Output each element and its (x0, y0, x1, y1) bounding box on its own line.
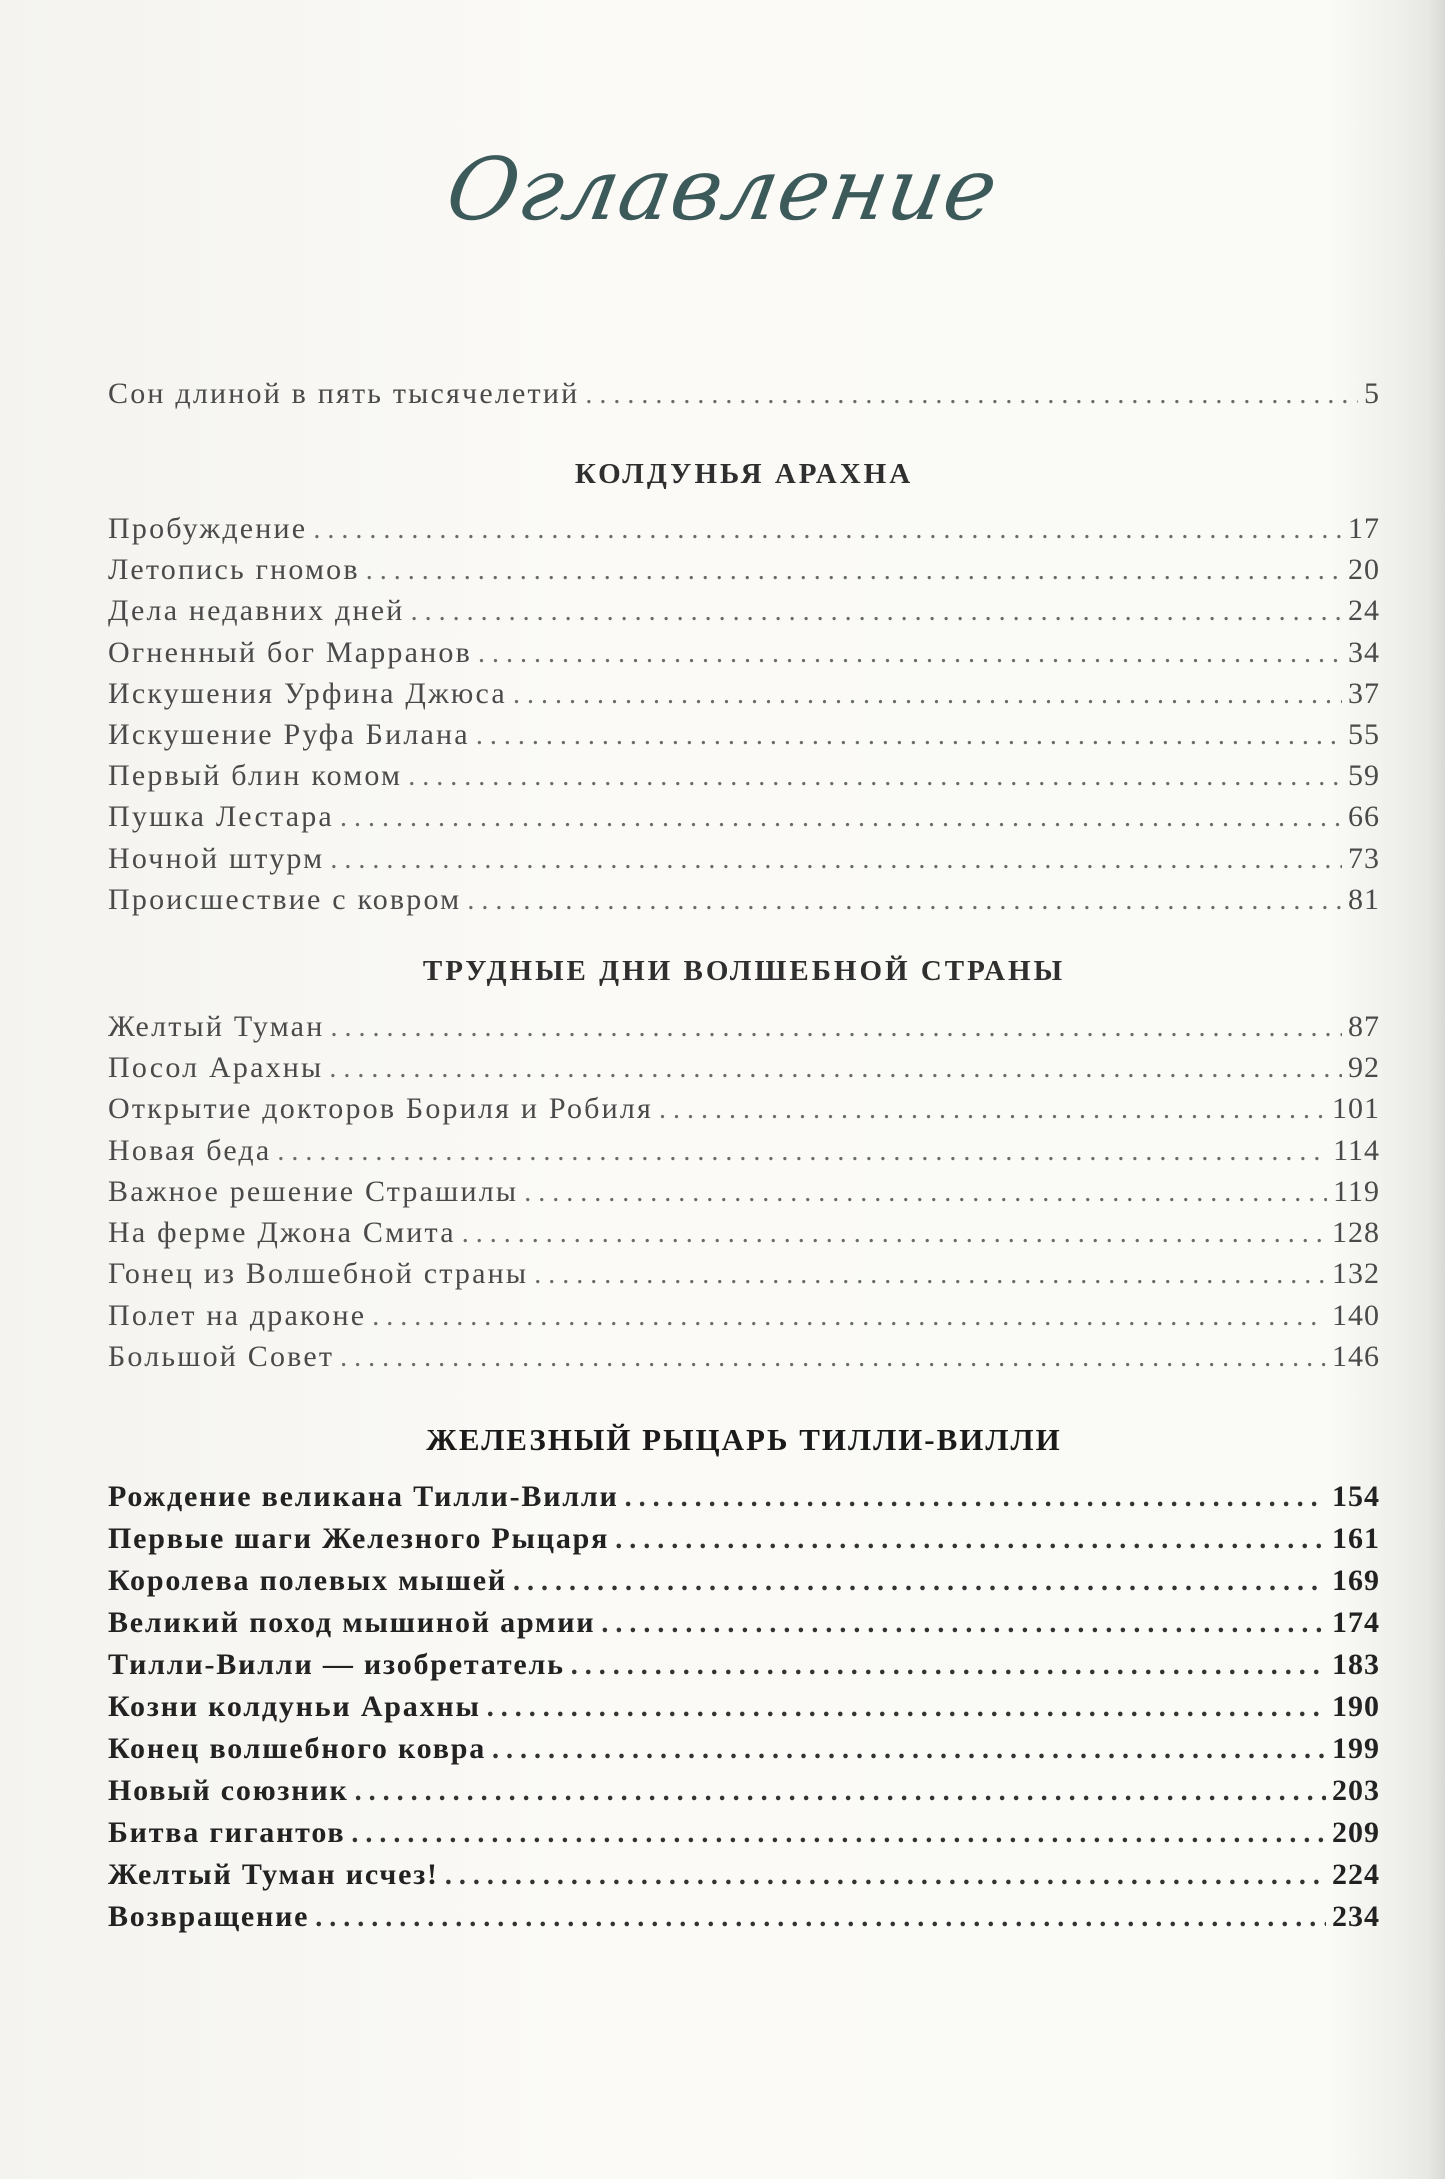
toc-entry-title: Гонец из Волшебной страны (108, 1257, 529, 1290)
toc-entry-page: 199 (1332, 1732, 1380, 1765)
toc-entry-title: Козни колдуньи Арахны (108, 1690, 481, 1723)
toc-entry (108, 594, 1380, 634)
toc-leader-dots (313, 512, 1342, 546)
toc-entry-page: 17 (1348, 512, 1380, 545)
toc-leader-dots (625, 1480, 1326, 1514)
toc-entry-page: 209 (1332, 1816, 1380, 1849)
toc-entry (108, 1010, 1380, 1050)
toc-entry (108, 1175, 1380, 1215)
toc-entry (108, 1340, 1380, 1380)
toc-entry-page: 183 (1332, 1648, 1380, 1681)
toc-leader-dots (659, 1092, 1326, 1126)
toc-entry-title: Тилли-Вилли — изобретатель (108, 1648, 565, 1681)
toc-entry-title: Искушение Руфа Билана (108, 718, 470, 751)
toc-entry (108, 1900, 1380, 1940)
toc-entry-title: Новая беда (108, 1134, 272, 1167)
toc-entry-title: Происшествие с ковром (108, 883, 462, 916)
toc-entry-title: Битва гигантов (108, 1816, 346, 1849)
toc-entry (108, 1299, 1380, 1339)
toc-leader-dots (615, 1522, 1326, 1556)
toc-leader-dots (340, 1340, 1326, 1374)
toc-entry-title: Полет на драконе (108, 1299, 367, 1332)
toc-entry (108, 636, 1380, 676)
toc-entry (108, 800, 1380, 840)
toc-entry-title: На ферме Джона Смита (108, 1216, 456, 1249)
toc-entry-page: 203 (1332, 1774, 1380, 1807)
toc-entry (108, 842, 1380, 882)
toc-entry-title: Желтый Туман исчез! (108, 1858, 439, 1891)
toc-entry-title: Сон длиной в пять тысячелетий (108, 377, 580, 410)
toc-entry-page: 24 (1348, 594, 1380, 627)
toc-entry-title: Королева полевых мышей (108, 1564, 507, 1597)
toc-entry-title: Искушения Урфина Джюса (108, 677, 507, 710)
toc-entry-page: 128 (1332, 1216, 1380, 1249)
toc-entry-page: 73 (1348, 842, 1380, 875)
toc-entry-page: 114 (1333, 1134, 1380, 1167)
section-heading: ТРУДНЫЕ ДНИ ВОЛШЕБНОЙ СТРАНЫ (422, 955, 1066, 987)
toc-leader-dots (355, 1774, 1326, 1808)
toc-entry-page: 5 (1364, 377, 1380, 410)
toc-entry-page: 87 (1348, 1010, 1380, 1043)
toc-leader-dots (601, 1606, 1326, 1640)
toc-leader-dots (585, 377, 1358, 411)
toc-leader-dots (487, 1690, 1326, 1724)
toc-entry (108, 1564, 1380, 1604)
toc-leader-dots (408, 759, 1342, 793)
toc-entry-page: 132 (1332, 1257, 1380, 1290)
toc-entry-title: Возвращение (108, 1900, 310, 1933)
toc-leader-dots (411, 594, 1342, 628)
toc-entry (108, 1051, 1380, 1091)
toc-entry-title: Конец волшебного ковра (108, 1732, 487, 1765)
toc-leader-dots (330, 842, 1342, 876)
toc-entry-page: 154 (1332, 1480, 1380, 1513)
toc-entry (108, 1648, 1380, 1688)
toc-entry-intro (108, 377, 1380, 417)
toc-leader-dots (329, 1051, 1342, 1085)
toc-entry-title: Первые шаги Железного Рыцаря (108, 1522, 610, 1555)
toc-entry-page: 37 (1348, 677, 1380, 710)
toc-leader-dots (492, 1732, 1326, 1766)
toc-entry (108, 1134, 1380, 1174)
toc-entry (108, 677, 1380, 717)
toc-entry (108, 553, 1380, 593)
toc-leader-dots (513, 1564, 1326, 1598)
toc-leader-dots (467, 883, 1342, 917)
toc-entry-title: Новый союзник (108, 1774, 349, 1807)
section-heading: ЖЕЛЕЗНЫЙ РЫЦАРЬ ТИЛЛИ-ВИЛЛИ (426, 1422, 1062, 1457)
toc-entry-page: 146 (1332, 1340, 1380, 1373)
toc-entry-title: Первый блин комом (108, 759, 403, 792)
toc-entry (108, 1092, 1380, 1132)
toc-leader-dots (340, 800, 1342, 834)
section-heading: КОЛДУНЬЯ АРАХНА (574, 458, 914, 490)
toc-entry-title: Пушка Лестара (108, 800, 334, 833)
toc-entry-title: Летопись гномов (108, 553, 360, 586)
toc-entry (108, 1732, 1380, 1772)
toc-entry-title: Открытие докторов Бориля и Робиля (108, 1092, 654, 1125)
toc-entry-title: Важное решение Страшилы (108, 1175, 519, 1208)
toc-entry-page: 169 (1332, 1564, 1380, 1597)
toc-entry (108, 883, 1380, 923)
toc-entry-title: Пробуждение (108, 512, 308, 545)
toc-entry (108, 1257, 1380, 1297)
toc-entry-page: 101 (1332, 1092, 1380, 1125)
toc-entry-title: Дела недавних дней (108, 594, 405, 627)
toc-entry-page: 66 (1348, 800, 1380, 833)
toc-entry (108, 1774, 1380, 1814)
toc-entry-page: 55 (1348, 718, 1380, 751)
toc-entry-title: Большой Совет (108, 1340, 335, 1373)
toc-leader-dots (372, 1299, 1326, 1333)
toc-entry (108, 759, 1380, 799)
toc-leader-dots (315, 1900, 1326, 1934)
toc-entry-title: Посол Арахны (108, 1051, 324, 1084)
toc-leader-dots (534, 1257, 1326, 1291)
toc-leader-dots (476, 718, 1342, 752)
toc-entry-page: 92 (1348, 1051, 1380, 1084)
toc-entry-page: 20 (1348, 553, 1380, 586)
toc-entry-page: 234 (1332, 1900, 1380, 1933)
toc-entry (108, 718, 1380, 758)
page-title: Оглавление (439, 140, 1006, 240)
toc-entry (108, 1816, 1380, 1856)
toc-entry (108, 1690, 1380, 1730)
toc-entry (108, 1606, 1380, 1646)
toc-entry-page: 81 (1348, 883, 1380, 916)
toc-entry (108, 1216, 1380, 1256)
toc-entry-page: 34 (1348, 636, 1380, 669)
toc-entry (108, 1858, 1380, 1898)
toc-entry-title: Великий поход мышиной армии (108, 1606, 596, 1639)
page-edge-shadow (1427, 0, 1445, 2179)
toc-leader-dots (445, 1858, 1326, 1892)
toc-entry (108, 1480, 1380, 1520)
toc-entry-title: Огненный бог Марранов (108, 636, 472, 669)
toc-leader-dots (462, 1216, 1326, 1250)
toc-entry-title: Ночной штурм (108, 842, 325, 875)
toc-leader-dots (478, 636, 1342, 670)
toc-entry-title: Рождение великана Тилли-Вилли (108, 1480, 619, 1513)
toc-entry-page: 224 (1332, 1858, 1380, 1891)
toc-leader-dots (277, 1134, 1327, 1168)
toc-entry-page: 174 (1332, 1606, 1380, 1639)
toc-entry-page: 190 (1332, 1690, 1380, 1723)
toc-leader-dots (524, 1175, 1327, 1209)
toc-entry-page: 59 (1348, 759, 1380, 792)
toc-entry-title: Желтый Туман (108, 1010, 325, 1043)
toc-leader-dots (366, 553, 1342, 587)
toc-entry-page: 140 (1332, 1299, 1380, 1332)
toc-leader-dots (330, 1010, 1342, 1044)
toc-entry (108, 512, 1380, 552)
toc-leader-dots (571, 1648, 1326, 1682)
toc-entry-page: 161 (1332, 1522, 1380, 1555)
toc-entry (108, 1522, 1380, 1562)
toc-leader-dots (351, 1816, 1326, 1850)
toc-leader-dots (513, 677, 1342, 711)
toc-entry-page: 119 (1333, 1175, 1380, 1208)
